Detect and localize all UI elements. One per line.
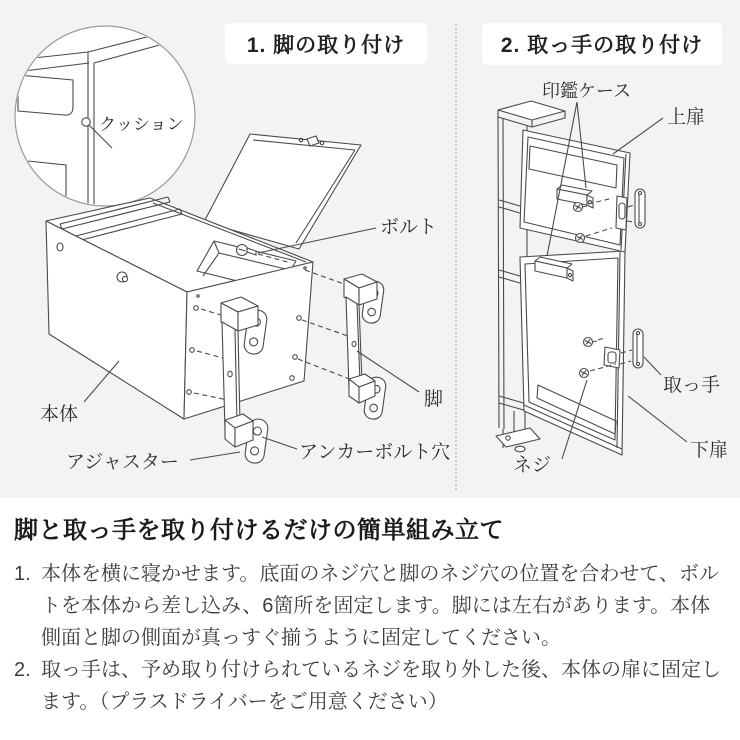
instruction-list [14,558,726,718]
seal-case-label: 印鑑ケース [542,81,632,101]
screw-label: ネジ [513,455,552,476]
instruction-item-1-text: 本体を横に寝かせます。底面のネジ穴と脚のネジ穴の位置を合わせて、ボルトを本体から差し込み、6箇所を固定します。脚には左右があります。本体側面と脚の側面が真っすぐ揃うように固定してください。 [41,563,719,649]
body-label: 本体 [40,404,79,425]
upper-handle-drawing [635,189,645,228]
assembly-instructions [0,498,740,740]
instruction-item-2-text: 取っ手は、予め取り付けられているネジを取り外した後、本体の扉に固定します。（プラスドライバーをご用意ください） [41,659,721,713]
cushion-label: クッション [99,115,184,134]
rear-leg-drawing [344,274,387,420]
lower-door-label: 下扉 [690,440,729,461]
step-2-heading [482,23,722,65]
leg-attachment-diagram [0,0,458,498]
instructions-heading: 脚と取っ手を取り付けるだけの簡単組み立て [14,517,504,544]
instruction-item-2 [14,654,726,718]
bolt-label: ボルト [380,217,438,238]
instruction-item-1-number: 1. [14,563,31,585]
step-1-heading [225,23,427,64]
adjuster-label: アジャスター [66,452,179,473]
instruction-item-2-number: 2. [14,659,31,681]
instruction-item-1 [14,558,726,654]
anchor-bolt-hole-label: アンカーボルト穴 [299,442,451,463]
upper-door-label: 上扉 [667,107,706,128]
section-divider [455,24,457,490]
handle-label: 取っ手 [663,375,721,396]
handle-attachment-diagram [458,0,740,498]
lower-handle-drawing [633,329,643,368]
step-2-heading-label: 2. 取っ手の取り付け [500,34,704,57]
step-1-heading-label: 1. 脚の取り付け [246,33,406,57]
leg-label: 脚 [424,389,444,410]
